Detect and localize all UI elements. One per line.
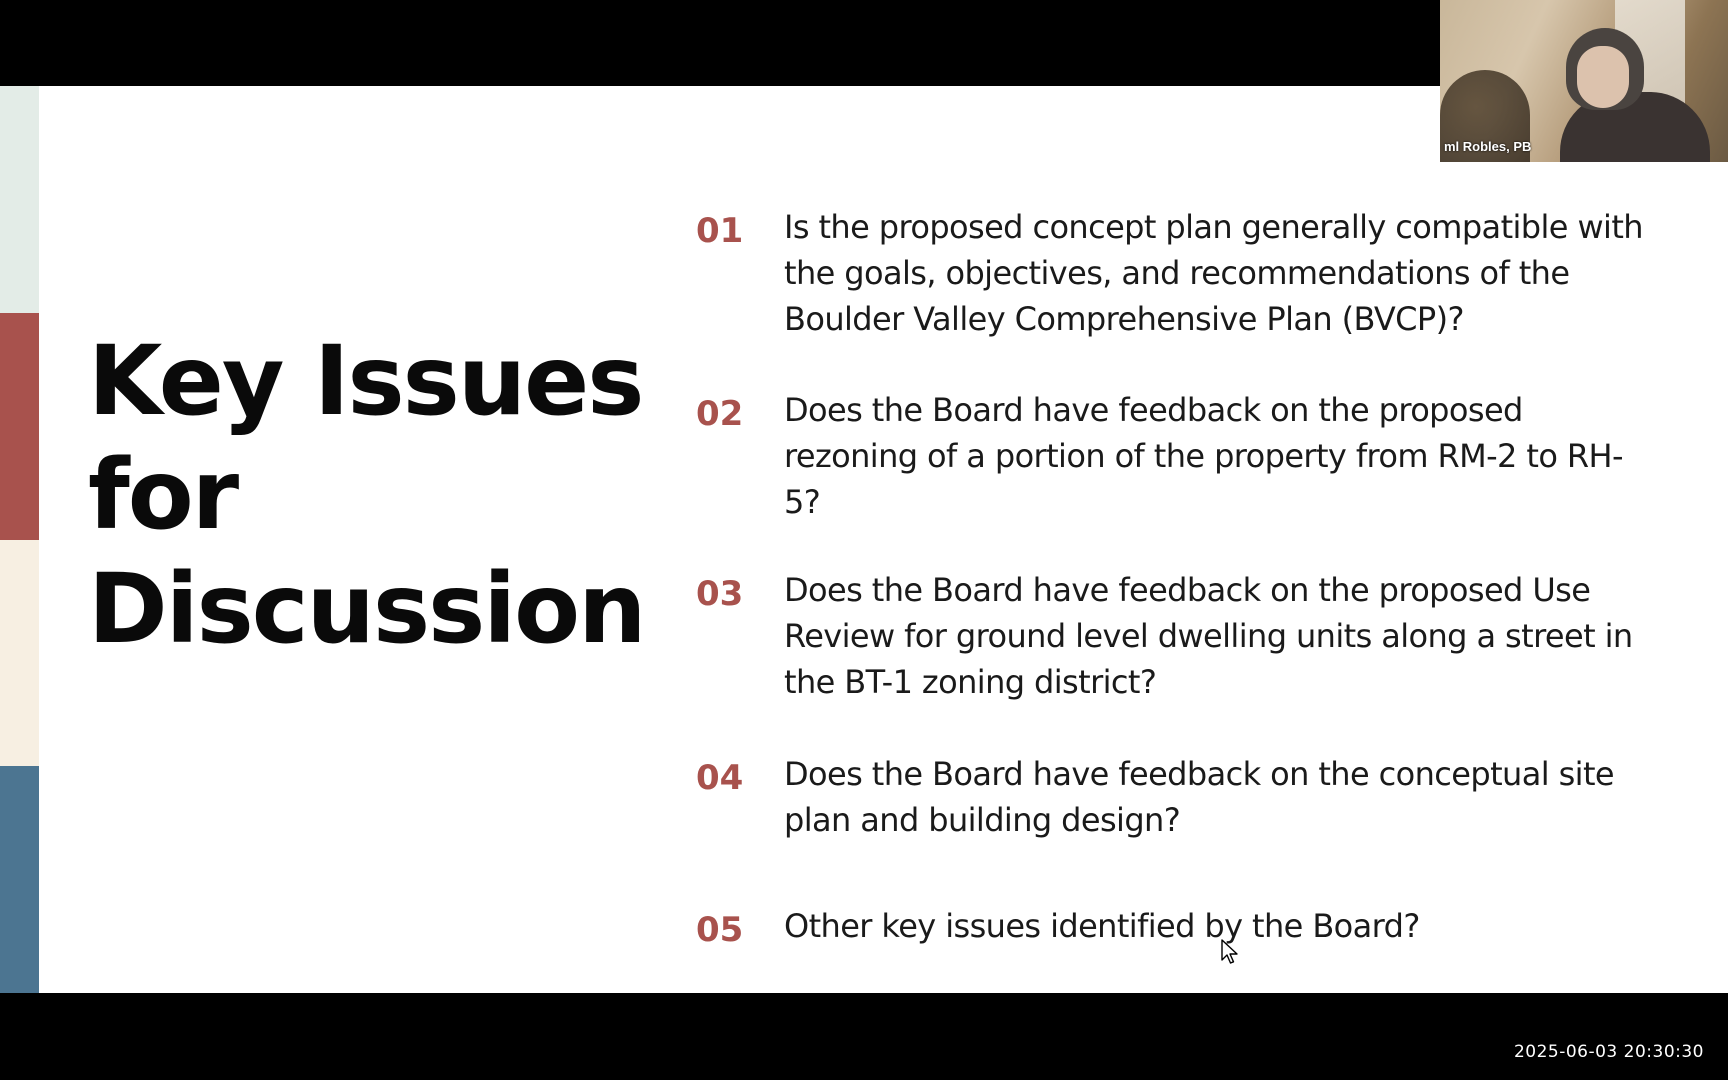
issue-number: 01 [696,211,744,251]
issues-list [696,204,1656,949]
accent-segment-blue [0,766,39,993]
issue-item [696,204,1656,342]
participant-name-label: ml Robles, PB [1444,139,1532,154]
accent-segment-mint [0,86,39,313]
issue-text: Is the proposed concept plan generally compatible with the goals, objectives, and recommendations of the Boulder Valley Comprehensive Plan (BVCP)? [784,208,1643,338]
slide-title-line: Key Issues [88,325,643,437]
issue-number: 03 [696,574,744,614]
issue-text: Does the Board have feedback on the proposed Use Review for ground level dwelling units along a street in the BT-1 zoning district? [784,571,1633,701]
issue-number: 05 [696,910,744,950]
accent-segment-cream [0,540,39,767]
slide-title [88,324,648,666]
participant-face [1577,46,1629,108]
issue-text: Does the Board have feedback on the proposed rezoning of a portion of the property from RM-2 to RH-5? [784,391,1623,521]
issue-item [696,751,1656,843]
accent-segment-red [0,313,39,540]
issue-text: Other key issues identified by the Board? [784,907,1420,945]
presentation-slide [0,86,1728,993]
issue-number: 04 [696,758,744,798]
issue-number: 02 [696,394,744,434]
accent-color-bar [0,86,39,993]
recording-timestamp: 2025-06-03 20:30:30 [1513,1042,1704,1062]
mouse-pointer-icon [1221,939,1241,965]
issue-item [696,903,1656,949]
participant-video-tile[interactable] [1440,0,1728,162]
slide-title-line: for [88,439,238,551]
issue-item [696,567,1656,705]
slide-title-line: Discussion [88,553,645,665]
issue-item [696,387,1656,525]
issue-text: Does the Board have feedback on the conceptual site plan and building design? [784,755,1614,839]
